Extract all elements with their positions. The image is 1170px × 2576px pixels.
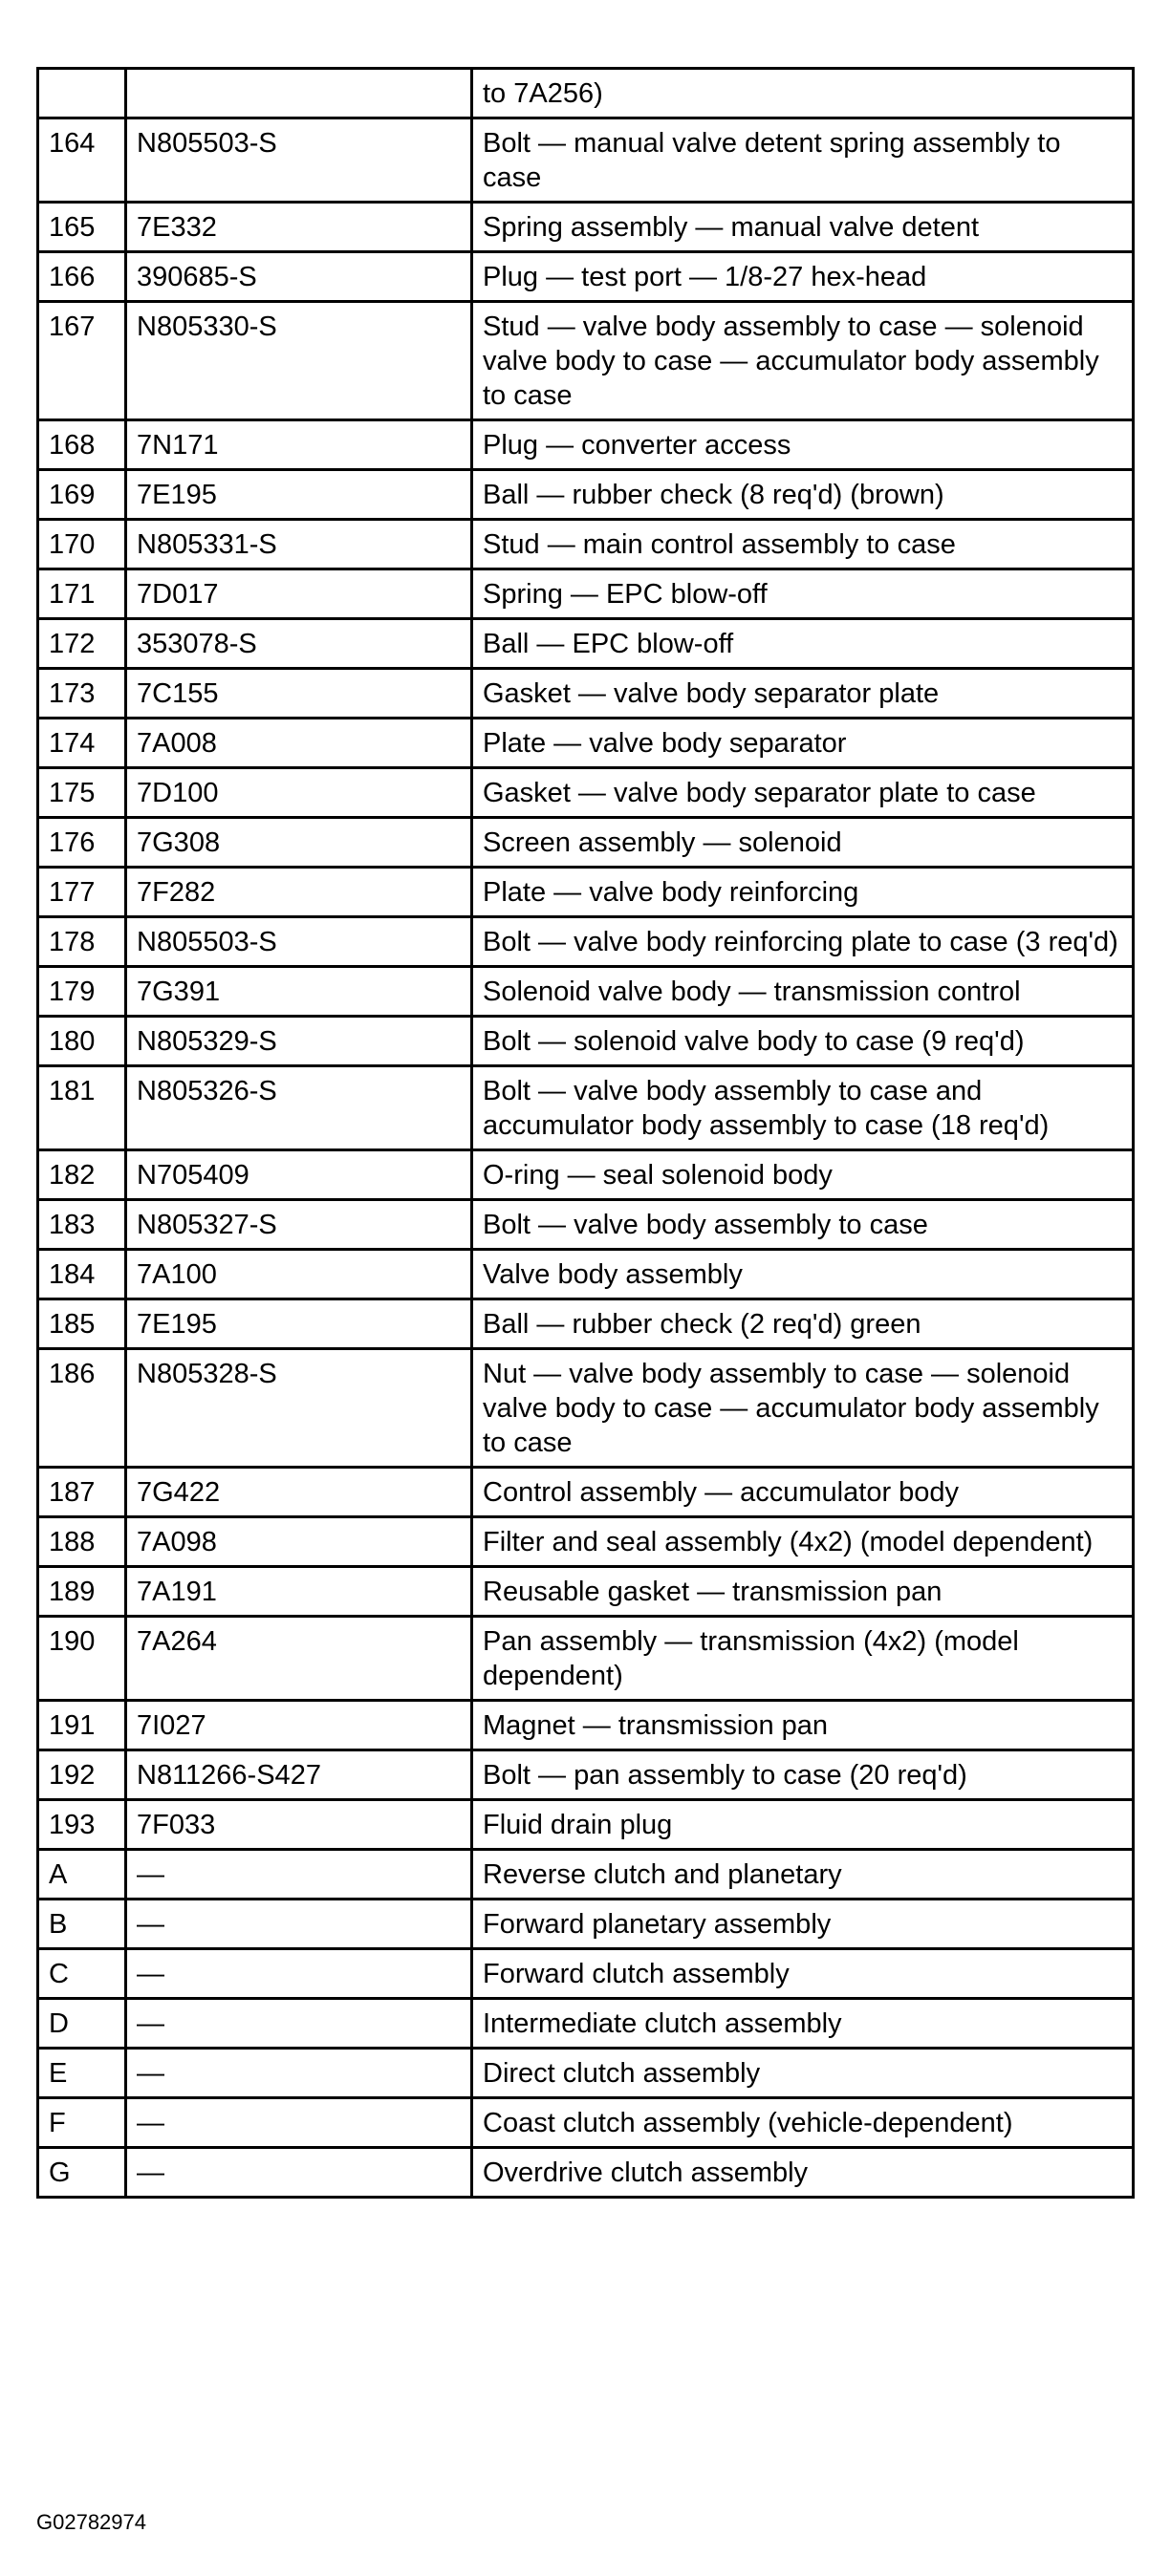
table-row — [38, 1800, 1134, 1850]
item-number-cell: 193 — [38, 1800, 126, 1850]
description-cell: Plug — converter access — [472, 420, 1134, 470]
part-number-cell: 7E195 — [126, 470, 472, 520]
description-cell: Overdrive clutch assembly — [472, 2148, 1134, 2198]
table-row — [38, 669, 1134, 719]
table-row — [38, 118, 1134, 203]
table-row — [38, 203, 1134, 252]
table-row — [38, 252, 1134, 302]
table-row — [38, 302, 1134, 420]
item-number-cell: F — [38, 2098, 126, 2148]
part-number-cell: 7G422 — [126, 1468, 472, 1517]
item-number-cell: 171 — [38, 569, 126, 619]
description-cell: Gasket — valve body separator plate to case — [472, 768, 1134, 818]
part-number-cell: 7A098 — [126, 1517, 472, 1567]
table-row — [38, 1349, 1134, 1468]
description-cell: Bolt — manual valve detent spring assembly to case — [472, 118, 1134, 203]
part-number-cell: 7F282 — [126, 868, 472, 917]
table-row — [38, 868, 1134, 917]
table-row — [38, 1150, 1134, 1200]
table-row — [38, 470, 1134, 520]
table-row — [38, 2049, 1134, 2098]
description-cell: Plate — valve body reinforcing — [472, 868, 1134, 917]
item-number-cell: 178 — [38, 917, 126, 967]
part-number-cell: 7E332 — [126, 203, 472, 252]
table-row — [38, 1949, 1134, 1999]
table-row — [38, 1299, 1134, 1349]
description-cell: Bolt — solenoid valve body to case (9 req'd) — [472, 1017, 1134, 1066]
table-row — [38, 2098, 1134, 2148]
description-cell: Intermediate clutch assembly — [472, 1999, 1134, 2049]
table-row — [38, 719, 1134, 768]
part-number-cell: 353078-S — [126, 619, 472, 669]
description-cell: to 7A256) — [472, 69, 1134, 118]
item-number-cell: 186 — [38, 1349, 126, 1468]
item-number-cell: 167 — [38, 302, 126, 420]
table-row — [38, 1850, 1134, 1900]
table-row — [38, 1900, 1134, 1949]
description-cell: O-ring — seal solenoid body — [472, 1150, 1134, 1200]
part-number-cell: N811266-S427 — [126, 1750, 472, 1800]
description-cell: Magnet — transmission pan — [472, 1701, 1134, 1750]
item-number-cell: 187 — [38, 1468, 126, 1517]
table-row — [38, 917, 1134, 967]
item-number-cell — [38, 69, 126, 118]
description-cell: Stud — valve body assembly to case — solenoid valve body to case — accumulator body assembly to case — [472, 302, 1134, 420]
part-number-cell: N805503-S — [126, 917, 472, 967]
table-row — [38, 768, 1134, 818]
part-number-cell: — — [126, 1949, 472, 1999]
table-row — [38, 1701, 1134, 1750]
description-cell: Ball — rubber check (2 req'd) green — [472, 1299, 1134, 1349]
description-cell: Valve body assembly — [472, 1250, 1134, 1299]
description-cell: Control assembly — accumulator body — [472, 1468, 1134, 1517]
part-number-cell: 7G391 — [126, 967, 472, 1017]
figure-id: G02782974 — [36, 2510, 146, 2534]
description-cell: Direct clutch assembly — [472, 2049, 1134, 2098]
part-number-cell: 7A191 — [126, 1567, 472, 1617]
part-number-cell: 7C155 — [126, 669, 472, 719]
item-number-cell: 173 — [38, 669, 126, 719]
item-number-cell: 188 — [38, 1517, 126, 1567]
table-row — [38, 818, 1134, 868]
part-number-cell: 7A264 — [126, 1617, 472, 1701]
item-number-cell: 177 — [38, 868, 126, 917]
part-number-cell: N705409 — [126, 1150, 472, 1200]
table-row — [38, 569, 1134, 619]
table-row — [38, 1999, 1134, 2049]
part-number-cell: 7G308 — [126, 818, 472, 868]
table-row — [38, 1066, 1134, 1150]
part-number-cell: 7F033 — [126, 1800, 472, 1850]
parts-table-body — [38, 69, 1134, 2198]
part-number-cell — [126, 69, 472, 118]
part-number-cell: 7D017 — [126, 569, 472, 619]
table-row — [38, 69, 1134, 118]
item-number-cell: C — [38, 1949, 126, 1999]
description-cell: Forward planetary assembly — [472, 1900, 1134, 1949]
item-number-cell: 170 — [38, 520, 126, 569]
item-number-cell: 172 — [38, 619, 126, 669]
table-row — [38, 1567, 1134, 1617]
item-number-cell: 192 — [38, 1750, 126, 1800]
part-number-cell: — — [126, 1850, 472, 1900]
item-number-cell: 183 — [38, 1200, 126, 1250]
parts-table — [36, 67, 1135, 2199]
description-cell: Bolt — valve body assembly to case and accumulator body assembly to case (18 req'd) — [472, 1066, 1134, 1150]
part-number-cell: 7E195 — [126, 1299, 472, 1349]
table-row — [38, 1468, 1134, 1517]
part-number-cell: — — [126, 1999, 472, 2049]
part-number-cell: 7A100 — [126, 1250, 472, 1299]
item-number-cell: 184 — [38, 1250, 126, 1299]
item-number-cell: 190 — [38, 1617, 126, 1701]
description-cell: Spring assembly — manual valve detent — [472, 203, 1134, 252]
part-number-cell: N805328-S — [126, 1349, 472, 1468]
description-cell: Screen assembly — solenoid — [472, 818, 1134, 868]
part-number-cell: N805503-S — [126, 118, 472, 203]
part-number-cell: N805327-S — [126, 1200, 472, 1250]
table-row — [38, 420, 1134, 470]
description-cell: Bolt — pan assembly to case (20 req'd) — [472, 1750, 1134, 1800]
item-number-cell: A — [38, 1850, 126, 1900]
item-number-cell: 169 — [38, 470, 126, 520]
description-cell: Bolt — valve body assembly to case — [472, 1200, 1134, 1250]
part-number-cell: N805329-S — [126, 1017, 472, 1066]
part-number-cell: — — [126, 1900, 472, 1949]
part-number-cell: 7A008 — [126, 719, 472, 768]
item-number-cell: 166 — [38, 252, 126, 302]
item-number-cell: 180 — [38, 1017, 126, 1066]
table-row — [38, 1200, 1134, 1250]
description-cell: Reverse clutch and planetary — [472, 1850, 1134, 1900]
part-number-cell: 7N171 — [126, 420, 472, 470]
item-number-cell: 175 — [38, 768, 126, 818]
part-number-cell: N805330-S — [126, 302, 472, 420]
description-cell: Solenoid valve body — transmission control — [472, 967, 1134, 1017]
item-number-cell: 164 — [38, 118, 126, 203]
description-cell: Nut — valve body assembly to case — solenoid valve body to case — accumulator body assembly to case — [472, 1349, 1134, 1468]
table-row — [38, 1750, 1134, 1800]
table-row — [38, 1517, 1134, 1567]
part-number-cell: 7I027 — [126, 1701, 472, 1750]
item-number-cell: 165 — [38, 203, 126, 252]
item-number-cell: B — [38, 1900, 126, 1949]
item-number-cell: E — [38, 2049, 126, 2098]
part-number-cell: 390685-S — [126, 252, 472, 302]
description-cell: Ball — EPC blow-off — [472, 619, 1134, 669]
table-row — [38, 2148, 1134, 2198]
description-cell: Filter and seal assembly (4x2) (model dependent) — [472, 1517, 1134, 1567]
description-cell: Fluid drain plug — [472, 1800, 1134, 1850]
item-number-cell: G — [38, 2148, 126, 2198]
part-number-cell: — — [126, 2148, 472, 2198]
description-cell: Spring — EPC blow-off — [472, 569, 1134, 619]
table-row — [38, 1017, 1134, 1066]
description-cell: Stud — main control assembly to case — [472, 520, 1134, 569]
item-number-cell: 181 — [38, 1066, 126, 1150]
table-row — [38, 967, 1134, 1017]
item-number-cell: 189 — [38, 1567, 126, 1617]
description-cell: Bolt — valve body reinforcing plate to case (3 req'd) — [472, 917, 1134, 967]
item-number-cell: D — [38, 1999, 126, 2049]
description-cell: Forward clutch assembly — [472, 1949, 1134, 1999]
item-number-cell: 168 — [38, 420, 126, 470]
item-number-cell: 185 — [38, 1299, 126, 1349]
part-number-cell: N805326-S — [126, 1066, 472, 1150]
description-cell: Plate — valve body separator — [472, 719, 1134, 768]
item-number-cell: 179 — [38, 967, 126, 1017]
item-number-cell: 174 — [38, 719, 126, 768]
description-cell: Ball — rubber check (8 req'd) (brown) — [472, 470, 1134, 520]
table-row — [38, 1617, 1134, 1701]
description-cell: Reusable gasket — transmission pan — [472, 1567, 1134, 1617]
table-row — [38, 520, 1134, 569]
item-number-cell: 182 — [38, 1150, 126, 1200]
description-cell: Pan assembly — transmission (4x2) (model dependent) — [472, 1617, 1134, 1701]
description-cell: Coast clutch assembly (vehicle-dependent) — [472, 2098, 1134, 2148]
table-row — [38, 1250, 1134, 1299]
item-number-cell: 191 — [38, 1701, 126, 1750]
part-number-cell: — — [126, 2098, 472, 2148]
description-cell: Gasket — valve body separator plate — [472, 669, 1134, 719]
table-row — [38, 619, 1134, 669]
part-number-cell: — — [126, 2049, 472, 2098]
part-number-cell: N805331-S — [126, 520, 472, 569]
description-cell: Plug — test port — 1/8-27 hex-head — [472, 252, 1134, 302]
item-number-cell: 176 — [38, 818, 126, 868]
part-number-cell: 7D100 — [126, 768, 472, 818]
